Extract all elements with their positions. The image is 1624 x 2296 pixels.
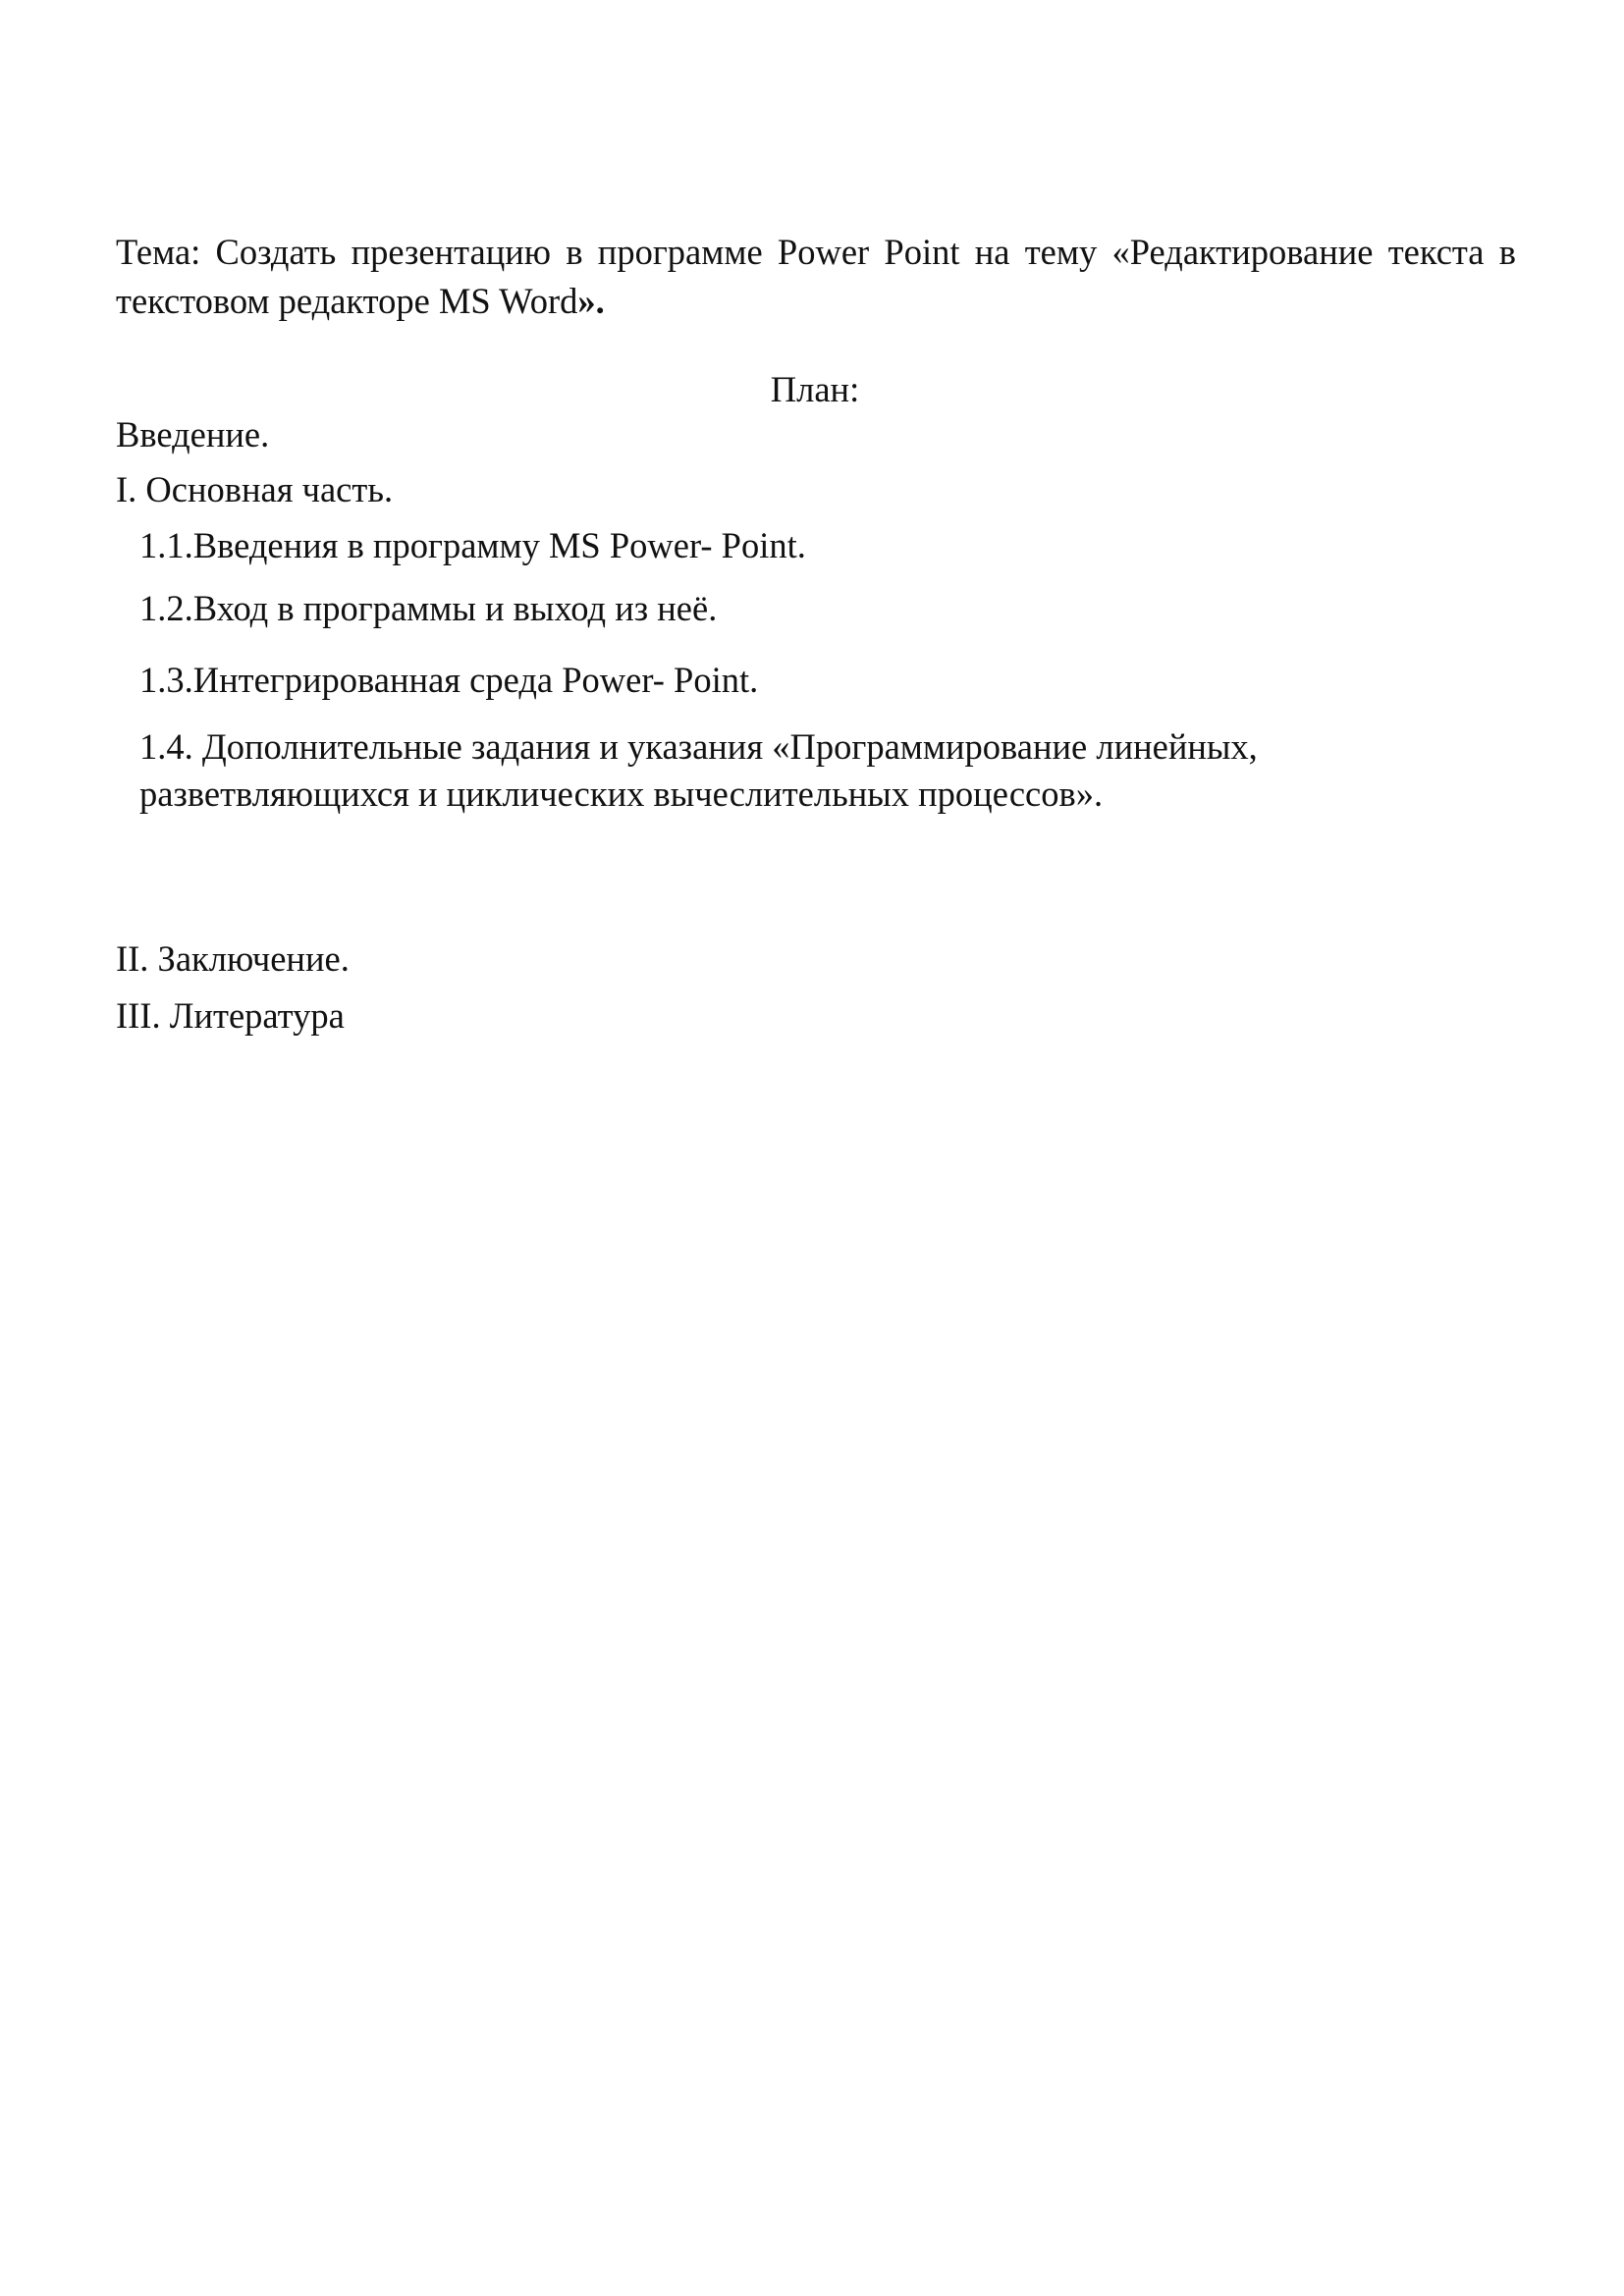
plan-heading bbox=[0, 365, 1624, 414]
outline-item-1-4: 1.4. Дополнительные задания и указания «Программирование линейных, bbox=[139, 726, 1258, 767]
plan-heading-text: План: bbox=[770, 369, 860, 409]
outline-item-introduction: Введение. bbox=[116, 414, 270, 454]
outline-item-conclusion: II. Заключение. bbox=[116, 938, 350, 979]
topic-paragraph bbox=[116, 228, 1516, 326]
outline-item-1-3: 1.3.Интегрированная среда Power- Point. bbox=[139, 660, 759, 700]
outline-item-1-1: 1.1.Введения в программу MS Power- Point. bbox=[139, 525, 806, 565]
outline-item-main-part: I. Основная часть. bbox=[116, 469, 394, 509]
outline-item-1-4-continued: разветвляющихся и циклических вычеслительных процессов». bbox=[139, 774, 1104, 814]
outline-item-literature: III. Литература bbox=[116, 995, 345, 1036]
outline-item-1-2: 1.2.Вход в программы и выход из неё. bbox=[139, 588, 718, 628]
topic-text: Тема: Создать презентацию в программе Power Point на тему «Редактирование текста в текстовом редакторе MS Word bbox=[116, 232, 1516, 321]
topic-closing-quote: ». bbox=[577, 281, 605, 321]
